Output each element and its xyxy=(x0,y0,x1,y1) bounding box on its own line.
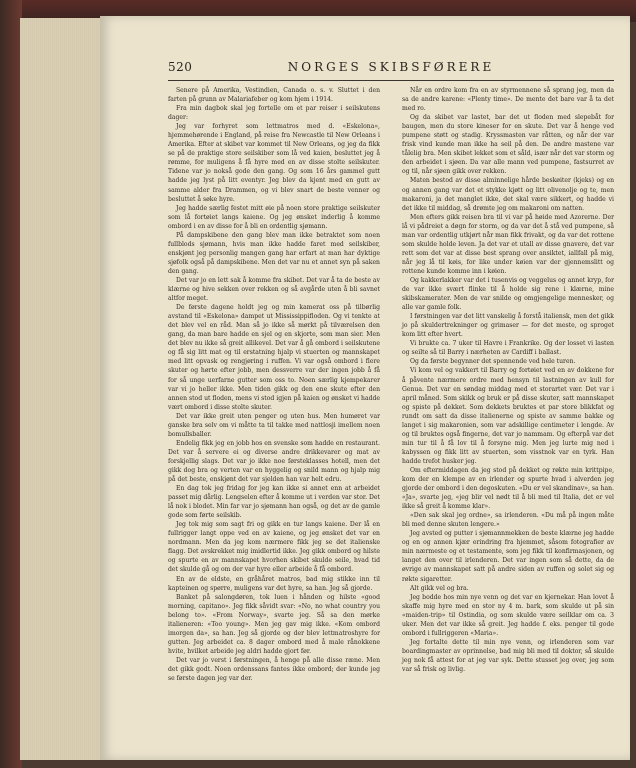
paragraph: Vi kom vel og vakkert til Barry og fortøiet ved en av dokkene for å påvente nærmere ordre med hensyn til lastningen av kull for Genua. Det var en søndag middag med et storartet vær. Det var i april måned. Som skikk og bruk er på disse skuter, satt mannskapet og spiste på dekket. Som dekkets bruktes et par store blikkfat og rundt om satt da disse italienerne og spiste av samme bakke og langet i sig makaronien, som var adskillige centimeter i lengde. Av og til bruktes også fingerne, det var jo nammam. Og efterpå var det min tur til å få lov til å forsyne mig. Men jeg lurte mig ned i kabyssen og fikk litt av stuerten, som visstnok var en tyrk. Han hadde trefot husker jeg. xyxy=(402,367,614,465)
page-number: 520 xyxy=(168,60,193,74)
left-column xyxy=(168,86,380,683)
paragraph: Jeg fortalte dette til min nye venn, og irlenderen som var boardingmaster av oprinnelse, bad mig bli med til doktor, så skulde jeg nok få attest for at jeg var syk. Dette stusset jeg over, jeg som var så frisk og livlig. xyxy=(402,638,614,673)
paragraph: Men efters gikk reisen bra til vi var på høide med Azorerne. Der lå vi pådreiet a døgn for storm, og da var det å stå ved pumpene, så man var ordentlig utkjørt når man fikk frivakt, og da var det rottene som skulde holde leven. Ja det var et utall av disse gnavere, det var rett som det var at disse best sprang over ansiktet, iallfall på mig, når jeg lå til køis, for like under køien var der gjennemslitt og rottene kunde komme inn i køien. xyxy=(402,213,614,275)
paragraph: Det var jo en lett sak å komme fra skibet. Det var å ta de beste av klærne og hive sekken over rekken og så avgårde uten å bli savnet altfor meget. xyxy=(168,276,380,303)
paragraph: Om eftermiddagen da jeg stod på dekket og røkte min krittpipe, kom der en klempe av en irlender og spurte hvad i alverden jeg gjorde der ombord i den degoskuten. «Du er vel skandinav», sa han. «Ja», svarte jeg, «jeg blir vel nødt til å bli med til Italia, det er vel ikke så greit å komme klar». xyxy=(402,466,614,511)
paragraph: Maten bestod av disse alminnelige hårde beskøiter (kjeks) og en og annen gang var det et stykke kjøtt og litt olivenolje og te, men makaroni, ja det manglet ikke, det skal være sikkert, og hadde vi det ikke til middag, så drømte jeg om makaroni om natten. xyxy=(402,177,614,212)
paragraph: Jeg bodde hos min nye venn og det var en kjernekar. Han lovet å skaffe mig hyre med en stor ny 4 m. bark, som skulde ut på sin «maiden-trip» til Ostindia, og som skulde være seilklar om ca. 3 uker. Men det var ikke så greit. Jeg hadde f. eks. penger til gode ombord i fullriggeren «Maria». xyxy=(402,593,614,637)
paragraph: Jeg tok mig som sagt fri og gikk en tur langs kaiene. Der lå en fullrigger langt oppe ved en av kaiene, og jeg ønsket det var en nordmann. Men da jeg kom nærmere fikk jeg se det italienske flagg. Det avskrekket mig imidlertid ikke. Jeg gikk ombord og hilste og spurte en av mannskapet hvorhen skibet skulde seile, hvad tid det skulde gå og om der var hyre eller arbeide å få ombord. xyxy=(168,521,380,574)
page-edges xyxy=(20,18,103,760)
paragraph: Alt gikk vel og bra. xyxy=(410,584,469,592)
paragraph: Vi brukte ca. 7 uker til Havre i Frankrike. Og der losset vi lasten og seilte så til Barry i nærheten av Cardiff i ballast. xyxy=(402,340,614,357)
paragraph: Når en ordre kom fra en av styrmennene så sprang jeg, men da sa de andre karene: «Plenty time». De mente det bare var å ta det med ro. xyxy=(402,87,614,113)
paragraph: Banket på salongdøren, tok luen i hånden og hilste «good morning, capitano». Jeg fikk såvidt svar: «No, no what country you belong to». «From Norway», svarte jeg. Så sa den mørke italieneren: «Too young». Men jeg gav mig ikke. «Kom ombord imorgen da», sa han. Jeg så gjorde og der blev lettmatroshyre for gutten. Jeg arbeidet ca. 8 dager ombord med å male rånokkene hvite, hvilket arbeide jeg aldri hadde gjort før. xyxy=(168,593,380,655)
paragraph: Jeg var forhyret som lettmatros med d. «Eskelona», hjemmehørende i England, på reise fra Newcastle til New Orleans i Amerika. Efter at skibet var kommet til New Orleans, og jeg da fikk se på de praktige store seilskiber som lå ved kaien, besluttet jeg å rømme, for muligens å få hyre med en av disse stolte seilskuter. Tidene var jo nokså gode den gang. Og som 16 års gammel gutt hadde jeg lyst på litt eventyr. Jeg blev da kjent med en gutt av samme alder fra Drammen, og vi blev snart de beste venner og besluttet å søke hyre. xyxy=(168,123,380,203)
paragraph: Og kakkerlakker var det i tusenvis og veggelus og annet kryp, for de var ikke svært flinke til å holde sig rene i klærne, mine skibskamerater. Men de var snilde og omgjengelige mennesker, og alle var gamle folk. xyxy=(402,276,614,312)
paragraph: En av de eldste, en gråhåret matros, bad mig stikke inn til kapteinen og spørre, muligens var det hyre, sa han. Jeg så gjorde. xyxy=(168,575,380,592)
paragraph: Og da skibet var lastet, bar det ut floden med slepebåt for baugen, men du store kineser for en skute. Det var å henge ved pumpene støtt og stadig. Kryssmasten var råtten, og når der var frisk vind kunde man ikke ha seil på den. De andre mastene var tålelig bra. Men skibet lekket som et såld, især når det var storm og den arbeidet i sjøen. Da var alle mann ved pumpene, fastsurret av og til, når sjøen gikk over rekken. xyxy=(402,114,614,176)
page-header xyxy=(168,60,614,80)
right-column xyxy=(402,86,614,674)
paragraph: Jeg hadde særlig festet mitt øie på noen store praktige seilskuter som lå fortøiet langs kaiene. Og jeg ønsket inderlig å komme ombord i en av disse for å bli en ordentlig sjømann. xyxy=(168,204,380,230)
header-rule xyxy=(168,80,614,81)
paragraph: Fra min dagbok skal jeg fortelle om et par reiser i seilskutens dager: xyxy=(168,105,380,122)
paragraph: En dag tok jeg fridag for jeg kan ikke si annet enn at arbeidet passet mig dårlig. Lengselen efter å komme ut i verden var stor. Det lå nok i blodet. Min far var jo sjømann han også, og det av de gamle gode som førte seilskib. xyxy=(168,485,380,520)
book-page xyxy=(100,16,630,760)
paragraph: I førstningen var det litt vanskelig å forstå italiensk, men det gikk jo på skuldertrekninger og grimaser — for det meste, og sproget kom litt efter hvert. xyxy=(402,313,614,339)
book-spine xyxy=(0,0,22,768)
paragraph: Det var jo verst i førstningen, å henge på alle disse ræne. Men det gikk godt. Noen ordenssans fantes ikke ombord; der kunde jeg se første dagen jeg var der. xyxy=(168,656,380,683)
paragraph: De første dagene holdt jeg og min kamerat oss på tilbørlig avstand til «Eskelona» dampet ut Mississippifloden. Og vi tenkte at det blev vel en råd. Man så jo ikke så mørkt på tilværelsen den gang, da man bare hadde en sjel og en skjorte, som man sier. Men det blev nu ikke så greit allikevel. Det var å gå ombord i seilskutene og få sig litt mat og til erstatning hjalp vi stuerten og mannskapet med litt opvask og rengjøring i ruffen. Vi var også ombord i flere skuter og hørte efter jobb, men dessverre var der ingen jobb å få for så unge uerfarne gutter som oss to. Noen særlig kjempekarer var vi jo heller ikke. Men tiden gikk og den ene skute efter den annen stod ut floden, mens vi stod igjen på kaien og ønsket vi hadde vært ombord i disse stolte skuter. xyxy=(168,304,380,411)
paragraph: Senere på Amerika, Vestindien, Canada o. s. v. Sluttet i den farten på grunn av Malariafeber og kom hjem i 1914. xyxy=(168,87,380,104)
paragraph: Endelig fikk jeg en jobb hos en svenske som hadde en restaurant. Det var å servere ei og diverse andre drikkevarer og mat av forskjellig slags. Det var jo ikke noe førsteklasses hotell, men det gikk dog bra og verten var en hyggelig og snild mann og hjalp mig på det beste, enskjønt det var sjelden han var helt edru. xyxy=(168,439,380,484)
paragraph: «Den sak skal jeg ordne», sa irlenderen. «Du må på ingen måte bli med denne skuten lengere.» xyxy=(402,512,614,529)
running-title: NORGES SKIBSFØRERE xyxy=(287,60,495,74)
paragraph: Det var ikke greit uten penger og uten hus. Men humøret var ganske bra selv om vi måtte ta til takke med nattlosji imellem noen bomullsballer. xyxy=(168,412,380,438)
paragraph: På dampskibene den gang blev man ikke betraktet som noen fullblods sjømann, hvis man ikke hadde faret med seilskiber, enskjønt jeg personlig mangen gang har erfart at man har dyktige sjøfolk også på dampskibene. Men det var nu et annet syn på saken den gang. xyxy=(168,231,380,275)
paragraph: Og da første begynner det spennende ved hele turen. xyxy=(410,358,576,366)
paragraph: Jeg avsted og putter i sjømannmekken de beste klærne jeg hadde og en og annen kjær erindring fra hjemmet, såsom fotografier av min nærmeste og et testamente, som jeg fikk til konfirmasjonen, og langet den over til irlenderen. Det var ingen som så dette, da de øvrige av mannskapet satt på andre siden av ruffen og solet sig og røkte sigaretter. xyxy=(402,530,614,583)
